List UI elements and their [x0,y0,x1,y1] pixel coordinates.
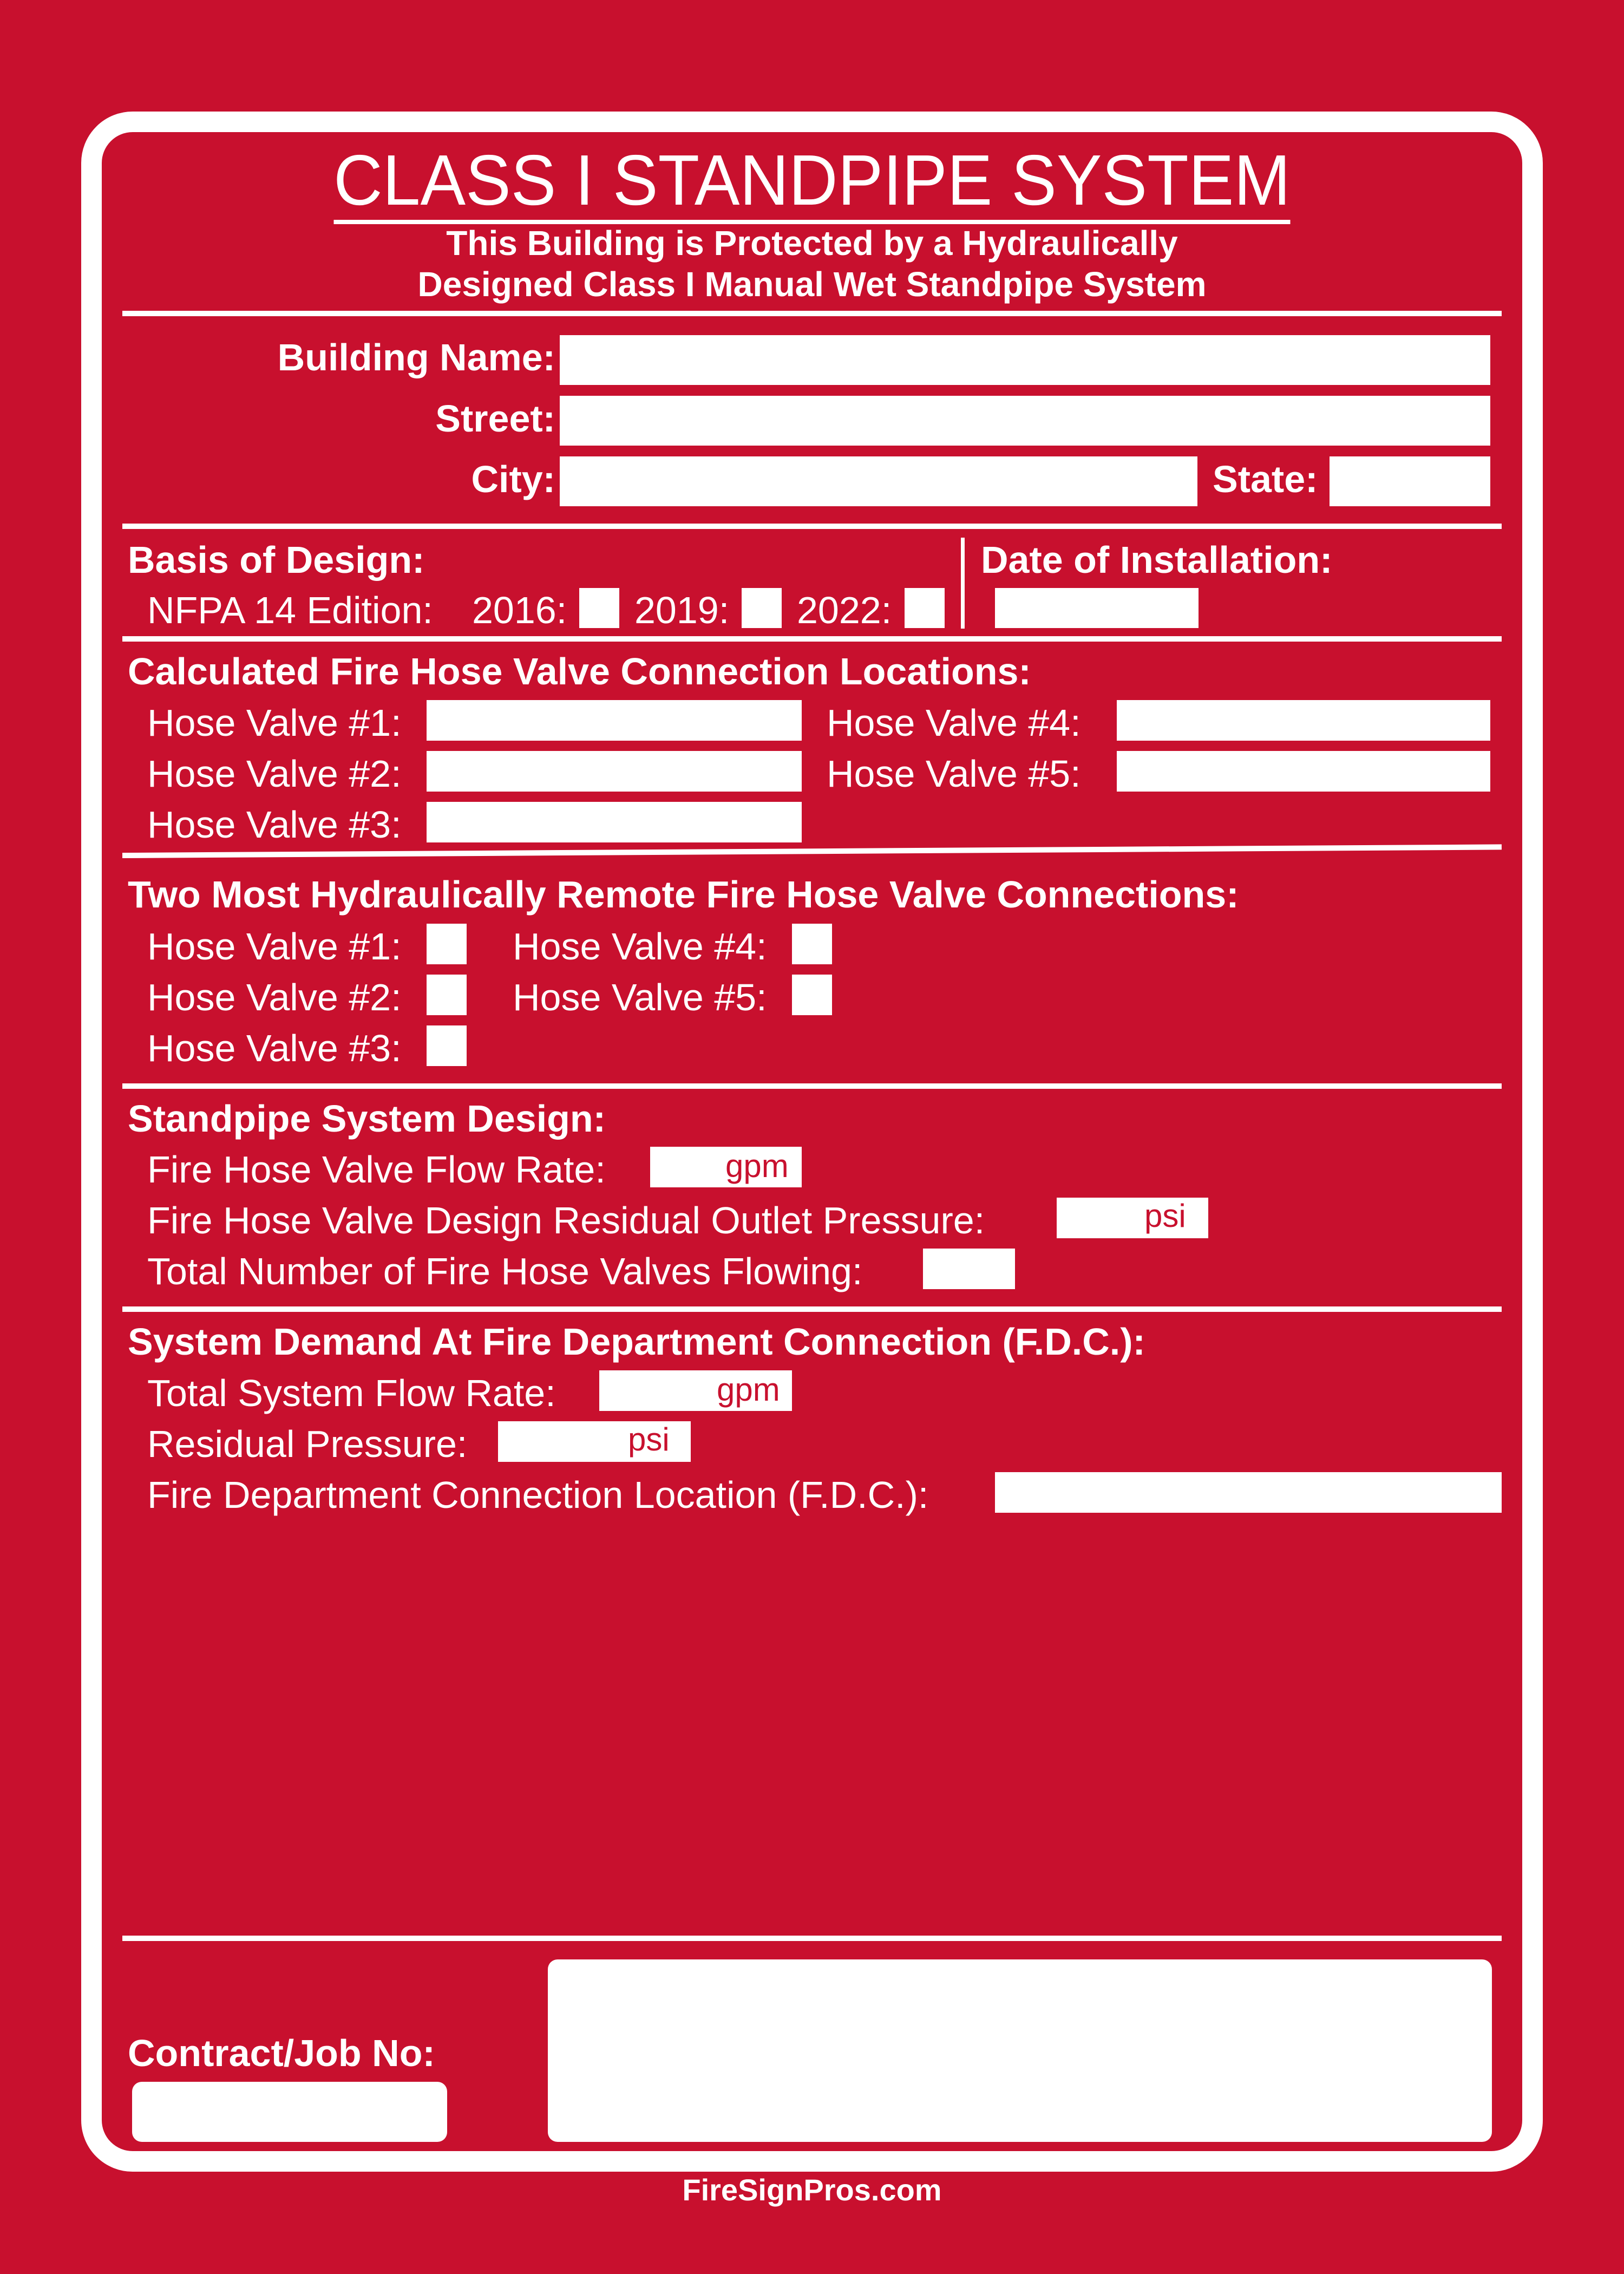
calc-hose-valve-4-label: Hose Valve #4: [827,702,1081,744]
calc-hose-valve-4-field[interactable] [1117,700,1490,741]
edition-2019-checkbox[interactable] [742,588,782,628]
residual-pressure-unit: psi [628,1421,670,1458]
remote-hose-valve-4-checkbox[interactable] [792,924,832,964]
remote-hose-valve-2-checkbox[interactable] [427,975,467,1015]
calc-hose-valve-2-field[interactable] [427,751,802,792]
remote-hose-valve-2-label: Hose Valve #2: [147,976,402,1018]
city-label: City: [471,458,555,500]
system-design-heading: Standpipe System Design: [128,1097,606,1140]
basis-heading: Basis of Design: [128,539,425,581]
divider [122,524,1502,529]
vertical-divider [961,538,965,629]
valves-flowing-field[interactable] [923,1249,1015,1289]
remote-hose-valve-1-checkbox[interactable] [427,924,467,964]
calc-hose-valve-3-field[interactable] [427,802,802,842]
building-name-field[interactable] [560,335,1490,385]
flow-rate-unit: gpm [725,1148,789,1184]
divider [122,1936,1502,1941]
remote-hose-valve-5-label: Hose Valve #5: [513,976,767,1018]
remote-connections-heading: Two Most Hydraulically Remote Fire Hose Valve Connections: [128,873,1239,916]
subtitle-line-1: This Building is Protected by a Hydraulically [446,224,1178,263]
calc-hose-valve-2-label: Hose Valve #2: [147,753,402,795]
remote-hose-valve-4-label: Hose Valve #4: [513,925,767,968]
city-field[interactable] [560,456,1197,506]
edition-2022-checkbox[interactable] [905,588,945,628]
residual-outlet-pressure-unit: psi [1144,1198,1186,1234]
remote-hose-valve-3-label: Hose Valve #3: [147,1027,402,1069]
calc-hose-valve-1-field[interactable] [427,700,802,741]
calc-hose-valve-1-label: Hose Valve #1: [147,702,402,744]
state-field[interactable] [1330,456,1490,506]
contract-job-no-label: Contract/Job No: [128,2032,435,2074]
edition-2016-checkbox[interactable] [579,588,619,628]
building-name-label: Building Name: [277,336,555,378]
street-field[interactable] [560,396,1490,446]
fdc-location-label: Fire Department Connection Location (F.D.C.): [147,1474,929,1516]
state-label: State: [1213,458,1318,500]
residual-outlet-pressure-label: Fire Hose Valve Design Residual Outlet Pressure: [147,1199,985,1241]
flow-rate-label: Fire Hose Valve Flow Rate: [147,1148,606,1191]
notes-area[interactable] [548,1959,1492,2142]
nfpa-edition-label: NFPA 14 Edition: [147,589,433,631]
calculated-locations-heading: Calculated Fire Hose Valve Connection Locations: [128,650,1031,692]
date-of-installation-heading: Date of Installation: [981,539,1333,581]
divider [122,1306,1502,1312]
edition-2019-label: 2019: [634,589,730,631]
total-flow-rate-unit: gpm [717,1371,780,1408]
residual-pressure-label: Residual Pressure: [147,1423,468,1465]
edition-2022-label: 2022: [797,589,892,631]
website-footer: FireSignPros.com [682,2173,942,2207]
date-of-installation-field[interactable] [995,588,1199,628]
remote-hose-valve-3-checkbox[interactable] [427,1025,467,1066]
fdc-location-field[interactable] [995,1472,1502,1513]
calc-hose-valve-5-field[interactable] [1117,751,1490,792]
divider [122,311,1502,316]
system-demand-heading: System Demand At Fire Department Connection (F.D.C.): [128,1321,1145,1363]
remote-hose-valve-1-label: Hose Valve #1: [147,925,402,968]
sign-title: CLASS I STANDPIPE SYSTEM [41,140,1583,221]
street-label: Street: [435,397,555,440]
subtitle-line-2: Designed Class I Manual Wet Standpipe System [417,265,1207,304]
contract-job-no-field[interactable] [132,2082,447,2142]
total-flow-rate-label: Total System Flow Rate: [147,1372,556,1414]
divider [122,1083,1502,1089]
calc-hose-valve-5-label: Hose Valve #5: [827,753,1081,795]
calc-hose-valve-3-label: Hose Valve #3: [147,803,402,846]
valves-flowing-label: Total Number of Fire Hose Valves Flowing: [147,1250,863,1292]
remote-hose-valve-5-checkbox[interactable] [792,975,832,1015]
edition-2016-label: 2016: [472,589,567,631]
divider [122,636,1502,642]
